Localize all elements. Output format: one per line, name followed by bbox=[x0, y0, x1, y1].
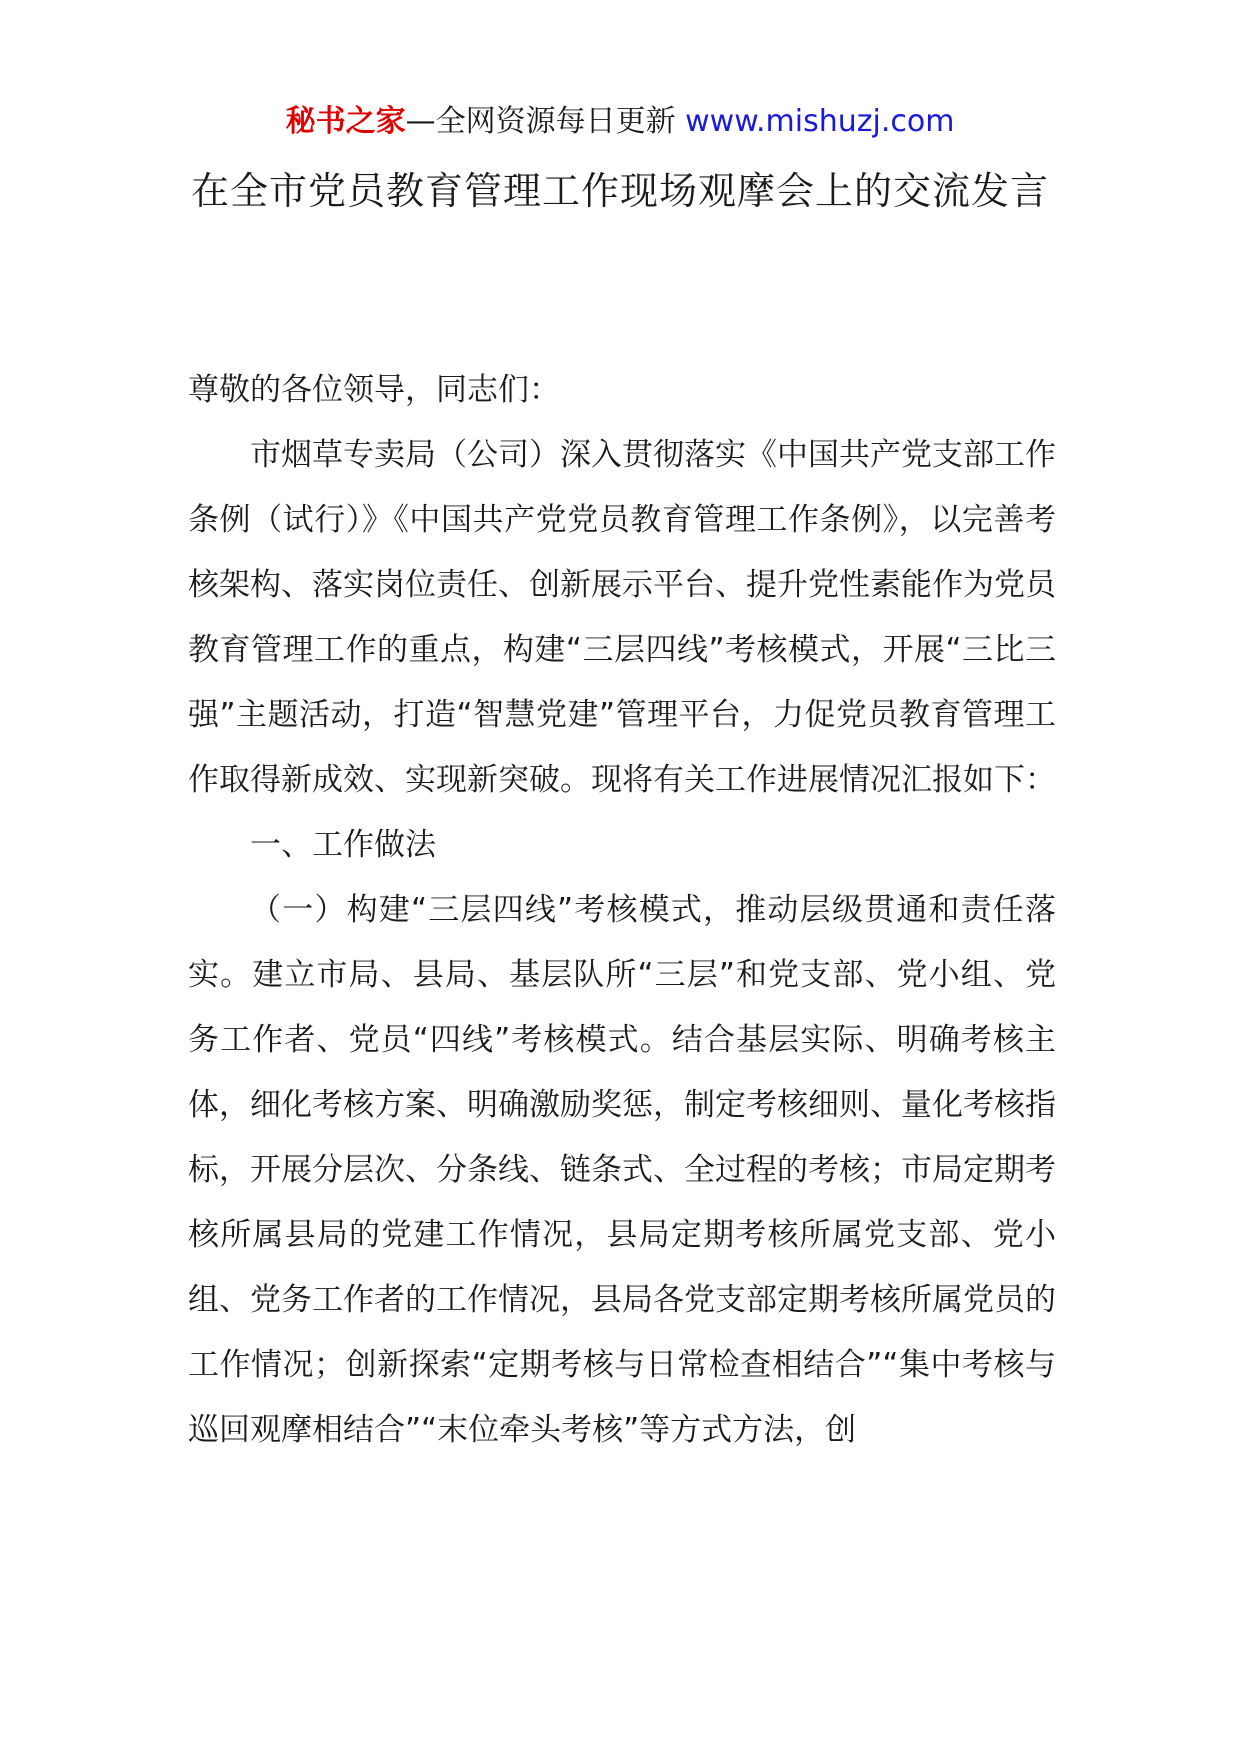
site-banner bbox=[0, 100, 1240, 144]
salutation: 尊敬的各位领导，同志们： bbox=[188, 372, 560, 408]
website-link[interactable]: www.mishuzj.com bbox=[685, 104, 955, 139]
brand-name: 秘书之家 bbox=[285, 104, 406, 139]
paragraph-intro: 市烟草专卖局（公司）深入贯彻落实《中国共产党支部工作条例（试行）》《中国共产党党员教育管理工作条例》，以完善考核架构、落实岗位责任、创新展示平台、提升党性素能作为党员教育管理工作的重点，构建“三层四线”考核模式，开展“三比三强”主题活动，打造“智慧党建”管理平台，力促党员教育管理工作取得新成效、实现新突破。现将有关工作进展情况汇报如下： bbox=[188, 437, 1056, 798]
document-title: 在全市党员教育管理工作现场观摩会上的交流发言 bbox=[190, 169, 1049, 213]
section-heading-work-methods: 一、工作做法 bbox=[250, 827, 436, 863]
document-body bbox=[188, 358, 1056, 1463]
banner-slogan: —全网资源每日更新 bbox=[405, 104, 676, 139]
paragraph-assessment-model: （一）构建“三层四线”考核模式，推动层级贯通和责任落实。建立市局、县局、基层队所“三层”和党支部、党小组、党务工作者、党员“四线”考核模式。结合基层实际、明确考核主体，细化考核方案、明确激励奖惩，制定考核细则、量化考核指标，开展分层次、分条线、链条式、全过程的考核；市局定期考核所属县局的党建工作情况，县局定期考核所属党支部、党小组、党务工作者的工作情况，县局各党支部定期考核所属党员的工作情况；创新探索“定期考核与日常检查相结合”“集中考核与巡回观摩相结合”“末位牵头考核”等方式方法，创 bbox=[188, 892, 1056, 1448]
